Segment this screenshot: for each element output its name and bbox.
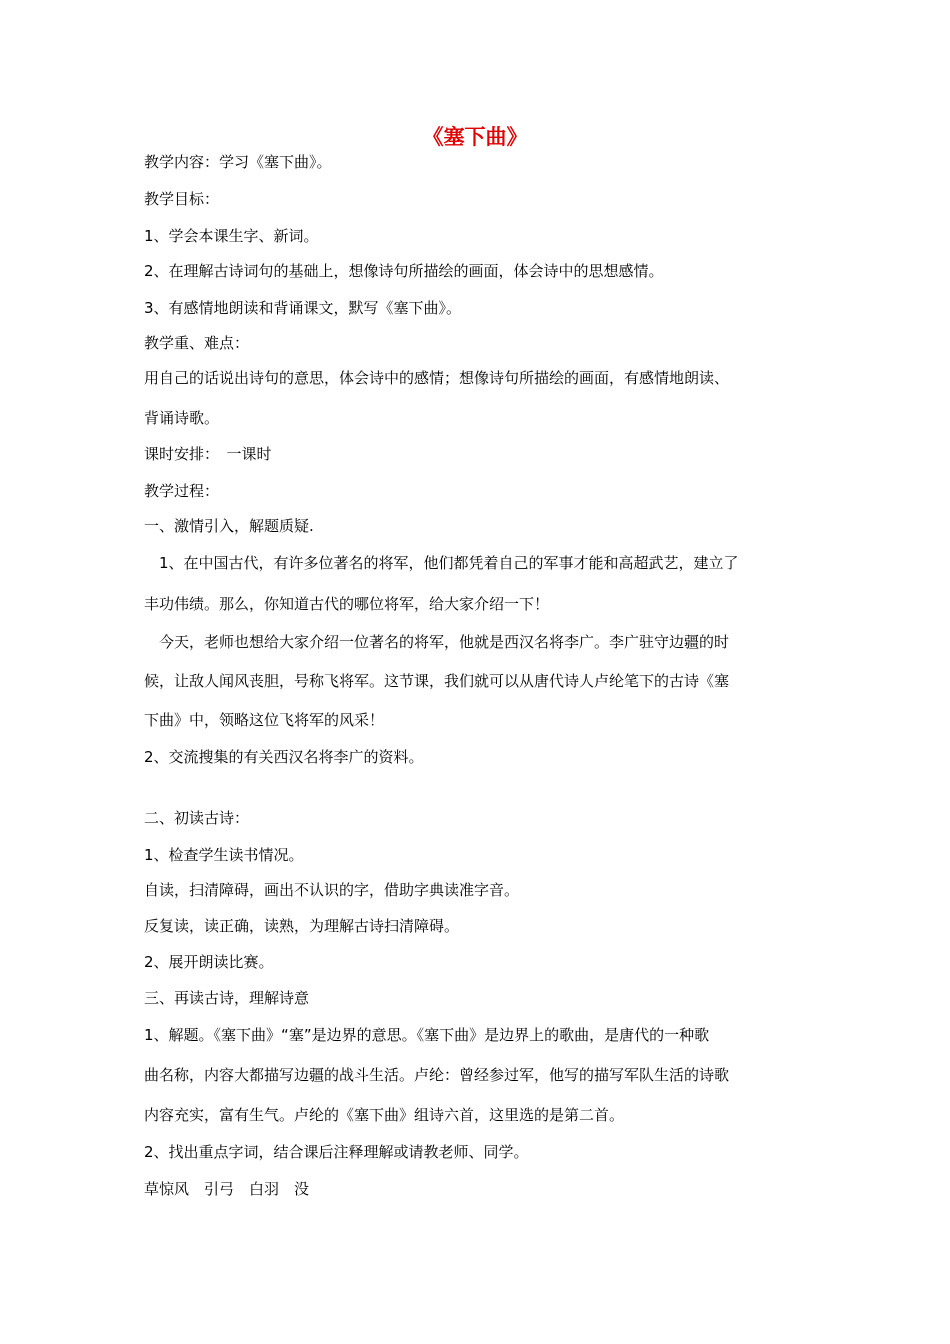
paragraph-line: 1、在中国古代，有许多位著名的将军，他们都凭着自己的军事才能和高超武艺，建立了 — [144, 554, 739, 572]
section-1-heading: 一、激情引入，解题质疑. — [144, 517, 314, 535]
section-3-heading: 三、再读古诗，理解诗意 — [144, 989, 310, 1007]
key-points-heading: 教学重、难点： — [144, 334, 250, 352]
paragraph-line: 曲名称，内容大都描写边疆的战斗生活。卢纶：曾经参过军，他写的描写军队生活的诗歌 — [144, 1066, 730, 1084]
teaching-goals-heading: 教学目标： — [144, 190, 220, 208]
key-words-line: 草惊风 引弓 白羽 没 — [144, 1180, 310, 1198]
paragraph-line: 1、检查学生读书情况。 — [144, 846, 304, 864]
paragraph-line: 2、找出重点字词，结合课后注释理解或请教老师、同学。 — [144, 1143, 529, 1161]
section-2-heading: 二、初读古诗： — [144, 809, 250, 827]
paragraph-line: 内容充实，富有生气。卢纶的《塞下曲》组诗六首，这里选的是第二首。 — [144, 1106, 625, 1124]
paragraph-line: 2、交流搜集的有关西汉名将李广的资料。 — [144, 748, 424, 766]
paragraph-line: 1、解题。《塞下曲》“塞”是边界的意思。《塞下曲》是边界上的歌曲，是唐代的一种歌 — [144, 1026, 710, 1044]
document-title: 《塞下曲》 — [422, 125, 528, 149]
goal-3-line: 3、有感情地朗读和背诵课文，默写《塞下曲》。 — [144, 299, 462, 317]
paragraph-line: 自读，扫清障碍，画出不认识的字，借助字典读准字音。 — [144, 881, 520, 899]
paragraph-line: 2、展开朗读比赛。 — [144, 953, 274, 971]
key-points-line-2: 背诵诗歌。 — [144, 409, 220, 427]
goal-2-line: 2、在理解古诗词句的基础上，想像诗句所描绘的画面，体会诗中的思想感情。 — [144, 262, 664, 280]
goal-1-line: 1、学会本课生字、新词。 — [144, 227, 319, 245]
paragraph-line: 今天，老师也想给大家介绍一位著名的将军，他就是西汉名将李广。李广驻守边疆的时 — [144, 633, 730, 651]
paragraph-line: 丰功伟绩。那么，你知道古代的哪位将军，给大家介绍一下！ — [144, 595, 550, 613]
process-heading: 教学过程： — [144, 482, 220, 500]
teaching-content-line: 教学内容：学习《塞下曲》。 — [144, 153, 332, 171]
key-points-line-1: 用自己的话说出诗句的意思，体会诗中的感情；想像诗句所描绘的画面，有感情地朗读、 — [144, 369, 730, 387]
paragraph-line: 候，让敌人闻风丧胆，号称飞将军。这节课，我们就可以从唐代诗人卢纶笔下的古诗《塞 — [144, 672, 730, 690]
schedule-line: 课时安排： 一课时 — [144, 445, 272, 463]
paragraph-line: 下曲》中，领略这位飞将军的风采！ — [144, 711, 385, 729]
paragraph-line: 反复读，读正确，读熟，为理解古诗扫清障碍。 — [144, 917, 460, 935]
